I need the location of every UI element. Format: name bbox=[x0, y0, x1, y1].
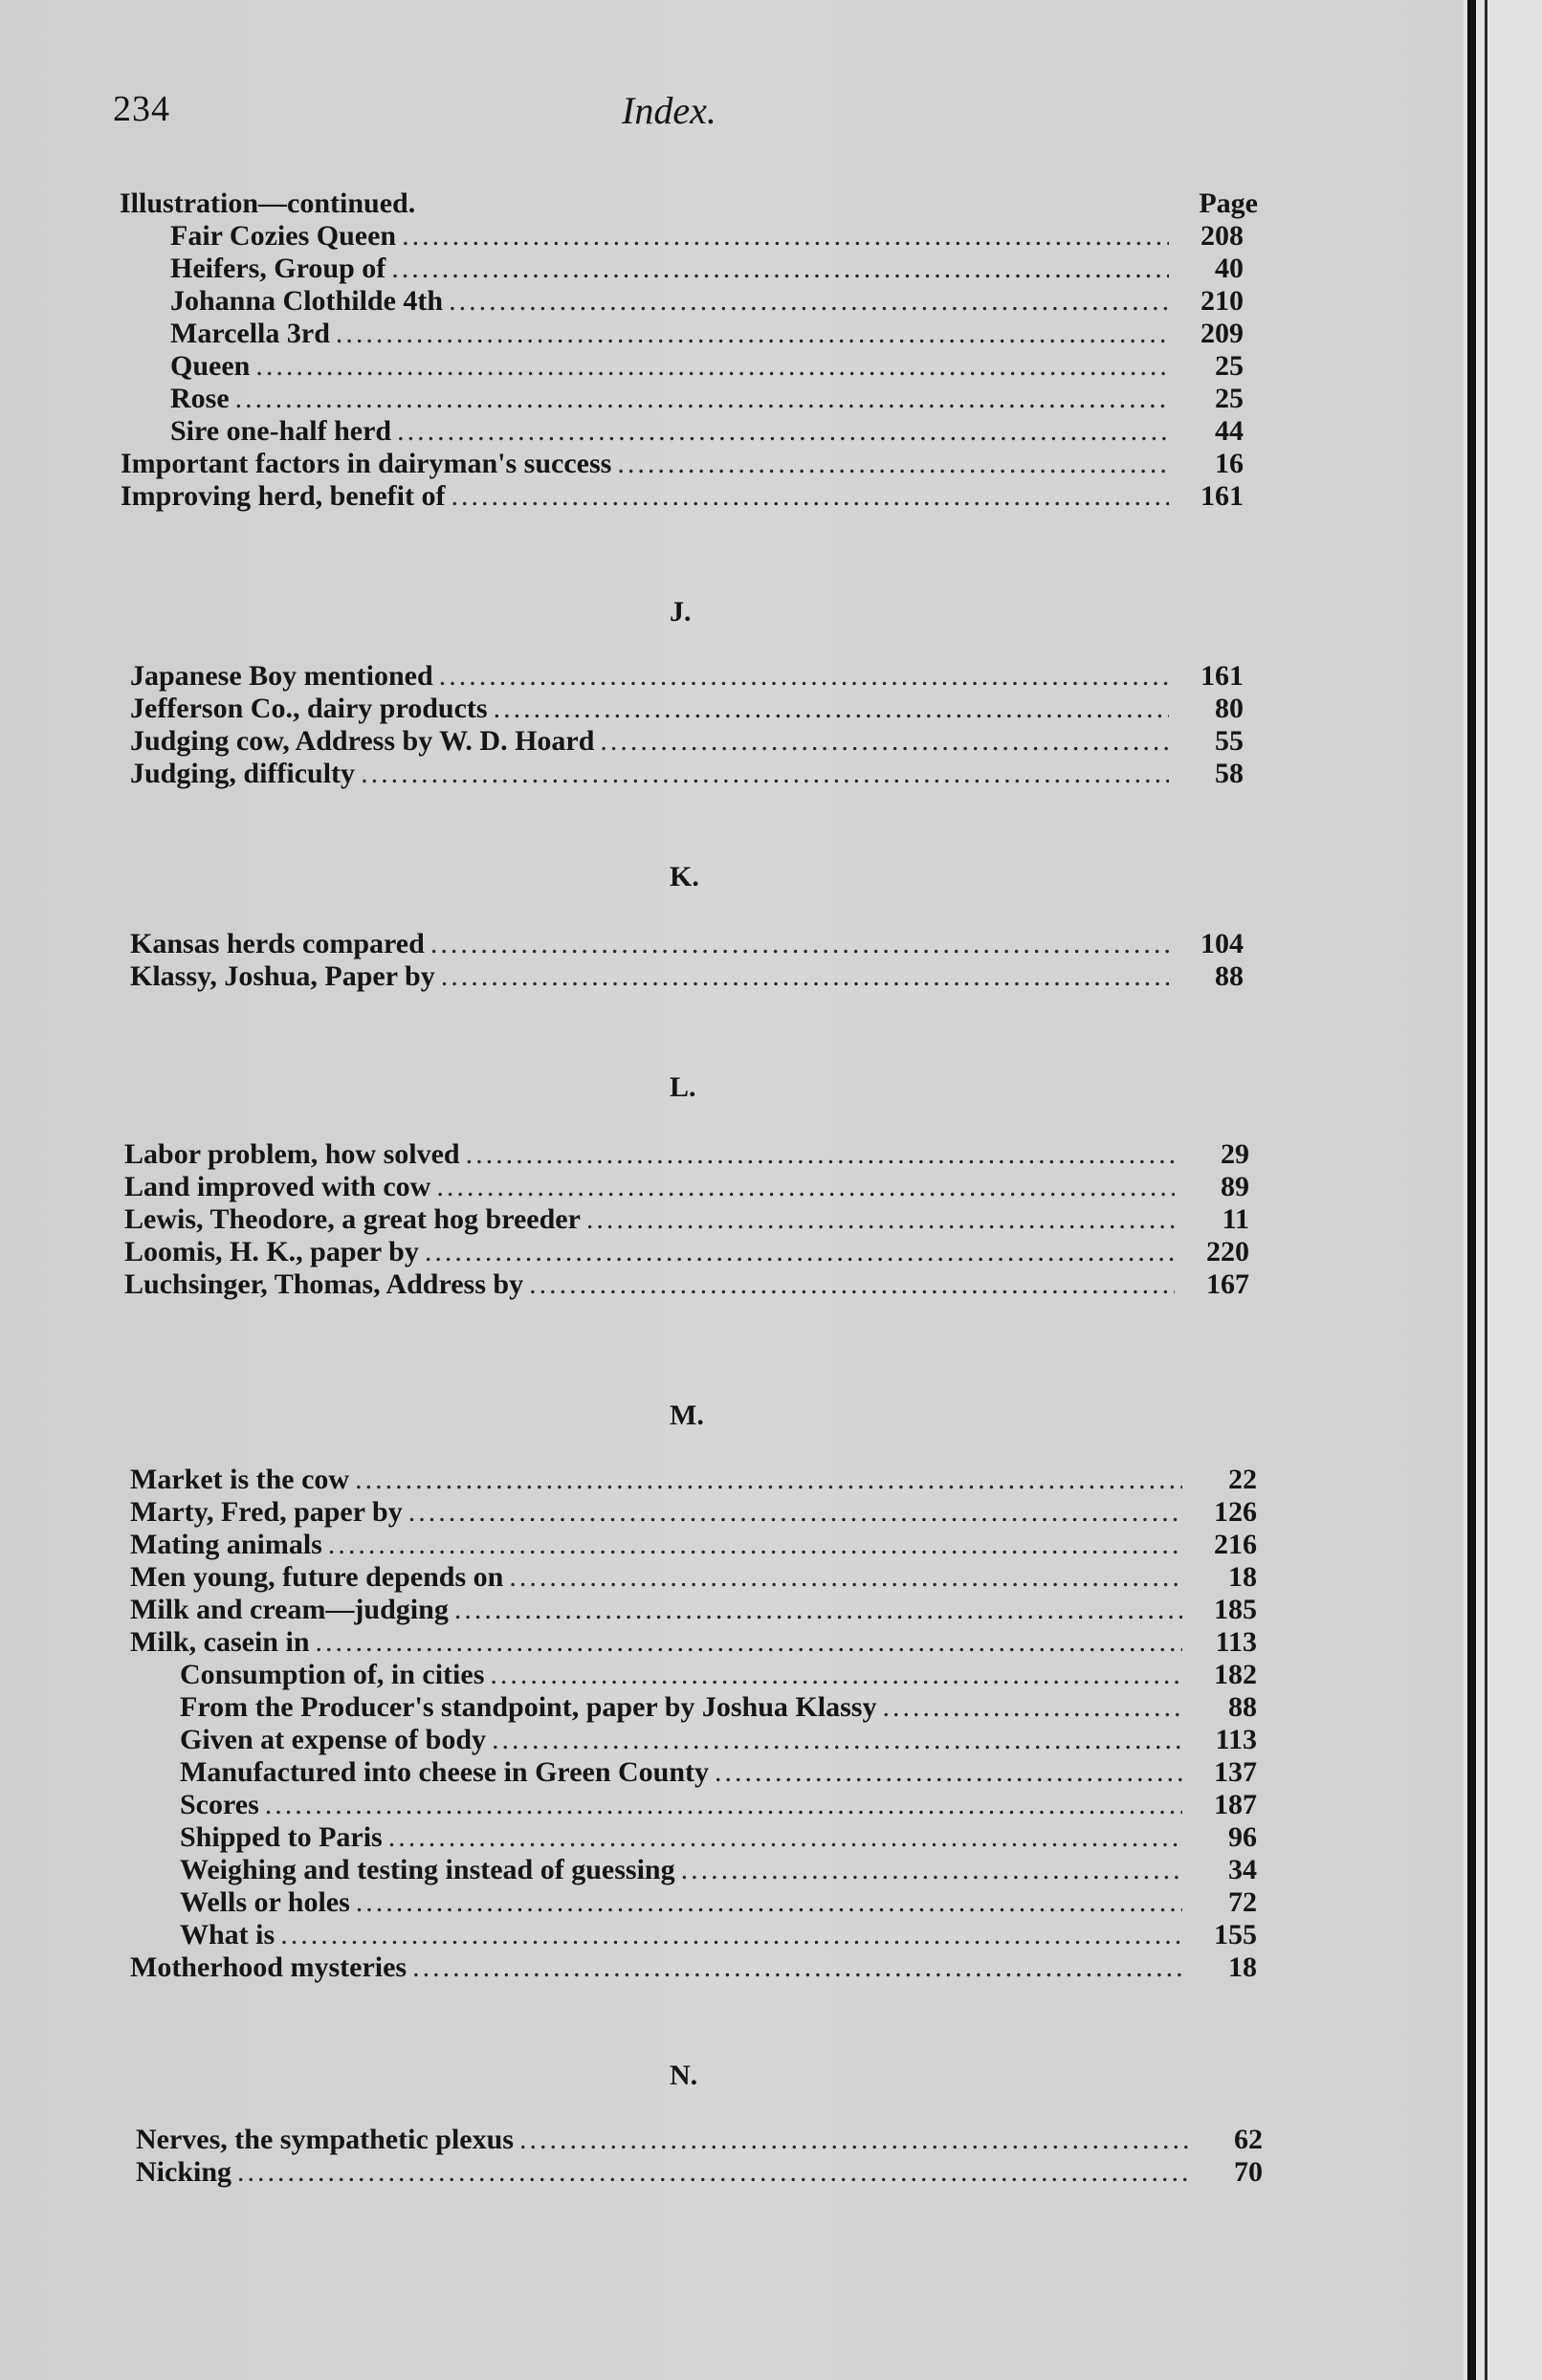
dot-leader bbox=[388, 1821, 1182, 1854]
dot-leader bbox=[441, 960, 1169, 993]
index-entry-label: Scores bbox=[180, 1789, 259, 1820]
index-entry-page: 104 bbox=[1201, 928, 1244, 959]
index-entry-page: 220 bbox=[1206, 1236, 1249, 1267]
dot-leader bbox=[715, 1756, 1182, 1789]
dot-leader bbox=[391, 253, 1169, 285]
index-entry bbox=[170, 253, 1244, 285]
index-entry bbox=[180, 1919, 1257, 1951]
index-entry bbox=[180, 1854, 1257, 1886]
dot-leader bbox=[412, 1951, 1182, 1984]
index-entry bbox=[124, 1203, 1249, 1236]
index-entry bbox=[130, 660, 1244, 693]
index-entry-label: Loomis, H. K., paper by bbox=[124, 1236, 419, 1267]
section-letter: M. bbox=[670, 1399, 704, 1431]
index-entry-page: 96 bbox=[1228, 1821, 1257, 1853]
index-entry-page: 40 bbox=[1215, 253, 1244, 284]
index-entry bbox=[170, 350, 1244, 383]
index-entry-page: 187 bbox=[1214, 1789, 1257, 1820]
index-entry bbox=[170, 285, 1244, 318]
section-letter: N. bbox=[670, 2060, 698, 2091]
dot-leader bbox=[436, 1171, 1175, 1203]
index-entry-page: 29 bbox=[1221, 1138, 1249, 1170]
index-entry-label: Consumption of, in cities bbox=[180, 1659, 485, 1690]
dot-leader bbox=[494, 693, 1169, 725]
index-entry-page: 25 bbox=[1215, 383, 1244, 414]
index-entry-page: 88 bbox=[1215, 960, 1244, 992]
index-entry-label: Manufactured into cheese in Green County bbox=[180, 1756, 710, 1788]
index-entry-label: Shipped to Paris bbox=[180, 1821, 383, 1853]
index-entry-page: 185 bbox=[1214, 1594, 1257, 1625]
index-entry-page: 208 bbox=[1201, 220, 1244, 252]
index-entry-page: 113 bbox=[1215, 1724, 1257, 1755]
index-entry bbox=[180, 1691, 1257, 1724]
index-entry-label: Given at expense of body bbox=[180, 1724, 487, 1755]
dot-leader bbox=[237, 2156, 1188, 2189]
index-entry-page: 58 bbox=[1215, 758, 1244, 789]
section-letter: J. bbox=[670, 596, 692, 628]
index-entry-page: 210 bbox=[1201, 285, 1244, 317]
dot-leader bbox=[397, 415, 1169, 448]
index-entry bbox=[130, 758, 1244, 790]
dot-leader bbox=[519, 2124, 1188, 2156]
dot-leader bbox=[356, 1886, 1182, 1919]
index-entry-page: 11 bbox=[1222, 1203, 1249, 1235]
section-letter: K. bbox=[670, 861, 699, 892]
index-entry-page: 88 bbox=[1228, 1691, 1257, 1723]
index-entry-page: 161 bbox=[1201, 660, 1244, 692]
index-entry-page: 22 bbox=[1228, 1464, 1257, 1495]
index-entry-label: Rose bbox=[170, 383, 230, 414]
index-entry-label: Nicking bbox=[136, 2156, 232, 2188]
dot-leader bbox=[586, 1203, 1175, 1236]
index-entry bbox=[130, 1594, 1257, 1626]
index-entry bbox=[136, 2124, 1263, 2156]
dot-leader bbox=[492, 1724, 1182, 1756]
index-entry-label: Important factors in dairyman's success bbox=[121, 448, 612, 479]
dot-leader bbox=[529, 1268, 1175, 1301]
index-entry bbox=[136, 2156, 1263, 2189]
index-entry-label: Marty, Fred, paper by bbox=[130, 1496, 403, 1528]
index-entry bbox=[130, 960, 1244, 993]
index-entry-label: Improving herd, benefit of bbox=[121, 480, 446, 512]
dot-leader bbox=[280, 1919, 1182, 1951]
index-entry-label: Fair Cozies Queen bbox=[170, 220, 397, 252]
dot-leader bbox=[509, 1561, 1182, 1594]
index-entry-label: Jefferson Co., dairy products bbox=[130, 693, 488, 724]
index-entry-label: Queen bbox=[170, 350, 251, 382]
dot-leader bbox=[328, 1529, 1182, 1561]
index-entry-page: 89 bbox=[1221, 1171, 1249, 1202]
index-entry bbox=[130, 1529, 1257, 1561]
index-entry bbox=[124, 1138, 1249, 1171]
index-entry-label: Wells or holes bbox=[180, 1886, 350, 1918]
index-entry bbox=[180, 1724, 1257, 1756]
spine-edge bbox=[1485, 0, 1487, 2380]
dot-leader bbox=[449, 285, 1169, 318]
index-entry bbox=[170, 415, 1244, 448]
dot-leader bbox=[681, 1854, 1182, 1886]
index-entry-page: 44 bbox=[1215, 415, 1244, 447]
index-entry bbox=[180, 1886, 1257, 1919]
index-entry bbox=[121, 448, 1244, 480]
index-entry-page: 137 bbox=[1214, 1756, 1257, 1788]
index-entry-page: 16 bbox=[1215, 448, 1244, 479]
index-entry-page: 34 bbox=[1228, 1854, 1257, 1885]
index-entry-page: 155 bbox=[1214, 1919, 1257, 1950]
index-entry-label: Marcella 3rd bbox=[170, 318, 330, 349]
continued-heading bbox=[120, 187, 1258, 220]
index-entry bbox=[124, 1236, 1249, 1268]
dot-leader bbox=[617, 448, 1169, 480]
index-entry-page: 72 bbox=[1228, 1886, 1257, 1918]
index-entry-label: Japanese Boy mentioned bbox=[130, 660, 433, 692]
dot-leader bbox=[336, 318, 1169, 350]
index-entry-page: 55 bbox=[1215, 725, 1244, 757]
index-entry-page: 18 bbox=[1228, 1951, 1257, 1983]
index-entry bbox=[130, 1464, 1257, 1496]
index-entry bbox=[130, 928, 1244, 960]
index-entry bbox=[124, 1171, 1249, 1203]
index-entry-label: Labor problem, how solved bbox=[124, 1138, 460, 1170]
dot-leader bbox=[600, 725, 1169, 758]
index-entry-page: 182 bbox=[1214, 1659, 1257, 1690]
index-entry-page: 70 bbox=[1234, 2156, 1263, 2188]
dot-leader bbox=[316, 1626, 1182, 1659]
index-entry-label: What is bbox=[180, 1919, 275, 1950]
index-entry-label: Lewis, Theodore, a great hog breeder bbox=[124, 1203, 581, 1235]
index-entry-label: Judging, difficulty bbox=[130, 758, 356, 789]
index-entry-label: Men young, future depends on bbox=[130, 1561, 504, 1593]
index-entry bbox=[130, 725, 1244, 758]
dot-leader bbox=[255, 350, 1169, 383]
dot-leader bbox=[439, 660, 1169, 693]
index-entry bbox=[124, 1268, 1249, 1301]
index-entry bbox=[180, 1659, 1257, 1691]
dot-leader bbox=[454, 1594, 1182, 1626]
index-entry-label: Johanna Clothilde 4th bbox=[170, 285, 444, 317]
index-entry-label: Land improved with cow bbox=[124, 1171, 431, 1202]
index-entry-label: Milk and cream—judging bbox=[130, 1594, 449, 1625]
index-entry-page: 25 bbox=[1215, 350, 1244, 382]
dot-leader bbox=[466, 1138, 1175, 1171]
continued-heading-label: Illustration—continued. bbox=[120, 187, 416, 219]
index-entry-page: 209 bbox=[1201, 318, 1244, 349]
dot-leader bbox=[425, 1236, 1175, 1268]
index-entry-page: 167 bbox=[1206, 1268, 1249, 1300]
index-entry-page: 216 bbox=[1214, 1529, 1257, 1560]
section-letter: L. bbox=[670, 1071, 696, 1103]
dot-leader bbox=[235, 383, 1169, 415]
dot-leader bbox=[355, 1464, 1182, 1496]
dot-leader bbox=[490, 1659, 1182, 1691]
index-entry bbox=[180, 1756, 1257, 1789]
dot-leader bbox=[408, 1496, 1182, 1529]
dot-leader bbox=[451, 480, 1169, 513]
index-entry-label: Kansas herds compared bbox=[130, 928, 425, 959]
index-entry-label: Klassy, Joshua, Paper by bbox=[130, 960, 435, 992]
index-entry-label: Motherhood mysteries bbox=[130, 1951, 408, 1983]
index-entry-page: 80 bbox=[1215, 693, 1244, 724]
index-entry-label: Mating animals bbox=[130, 1529, 322, 1560]
index-entry-label: Milk, casein in bbox=[130, 1626, 310, 1658]
index-entry bbox=[130, 1496, 1257, 1529]
index-entry-page: 18 bbox=[1228, 1561, 1257, 1593]
index-entry bbox=[180, 1789, 1257, 1821]
index-entry-label: From the Producer's standpoint, paper by Joshua Klassy bbox=[180, 1691, 877, 1723]
index-entry bbox=[170, 383, 1244, 415]
dot-leader bbox=[265, 1789, 1182, 1821]
index-entry bbox=[170, 220, 1244, 253]
index-entry bbox=[170, 318, 1244, 350]
page-column-label: Page bbox=[1199, 187, 1258, 219]
dot-leader bbox=[402, 220, 1169, 253]
index-entry-page: 126 bbox=[1214, 1496, 1257, 1528]
dot-leader bbox=[882, 1691, 1182, 1724]
spine-shadow bbox=[1467, 0, 1476, 2380]
index-entry-label: Nerves, the sympathetic plexus bbox=[136, 2124, 514, 2155]
index-entry bbox=[121, 480, 1244, 513]
index-entry-label: Sire one-half herd bbox=[170, 415, 392, 447]
index-entry-page: 62 bbox=[1234, 2124, 1263, 2155]
index-entry bbox=[130, 1951, 1257, 1984]
running-title: Index. bbox=[622, 89, 716, 132]
index-entry-page: 113 bbox=[1215, 1626, 1257, 1658]
dot-leader bbox=[361, 758, 1169, 790]
index-entry bbox=[130, 1561, 1257, 1594]
index-entry bbox=[130, 1626, 1257, 1659]
index-entry bbox=[180, 1821, 1257, 1854]
index-entry-label: Judging cow, Address by W. D. Hoard bbox=[130, 725, 595, 757]
index-entry-page: 161 bbox=[1201, 480, 1244, 512]
index-entry-label: Market is the cow bbox=[130, 1464, 350, 1495]
index-entry-label: Luchsinger, Thomas, Address by bbox=[124, 1268, 524, 1300]
index-entry bbox=[130, 693, 1244, 725]
index-entry-label: Heifers, Group of bbox=[170, 253, 386, 284]
index-entry-label: Weighing and testing instead of guessing bbox=[180, 1854, 675, 1885]
page-number: 234 bbox=[113, 89, 170, 129]
dot-leader bbox=[430, 928, 1169, 960]
